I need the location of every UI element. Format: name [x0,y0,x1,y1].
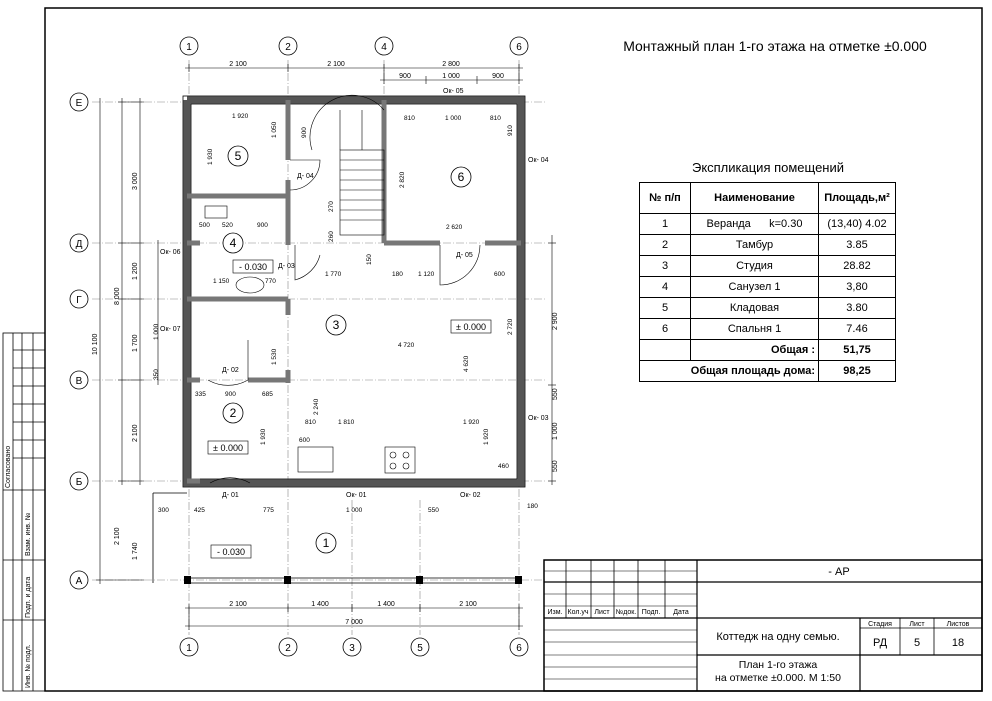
dim-bottom-4: 2 100 [459,601,477,608]
dim-top-5: 1 000 [442,73,460,80]
stamp-header-kol: Кол.уч [567,609,589,616]
axis-label-G: Г [76,295,82,306]
inner-dim: 1 050 [271,121,278,138]
row-name: Веранда k=0.30 [691,214,819,235]
stamp-stage: РД [872,637,888,649]
inner-dim: 150 [366,254,373,265]
total-row [640,340,896,361]
inner-dim: 900 [257,222,268,229]
row-area: 3,80 [819,277,896,298]
stamp-drawing-line: План 1-го этажа [738,659,818,671]
stamp-object: Коттедж на одну семью. [716,631,840,643]
side-label-agreed: Согласовано [5,445,12,488]
dim-right-2: 550 [552,388,559,400]
inner-dim: 550 [428,507,439,514]
room-number-3: 3 [332,318,340,332]
stamp-sheet: 5 [913,637,921,649]
dim-left-7: 10 100 [92,333,99,355]
table-row [640,256,896,277]
room-number-4: 4 [229,236,237,250]
stamp-header-izm: Изм. [547,609,563,616]
dim-left-4: 2 100 [132,424,139,442]
header-name: Наименование [691,183,819,214]
dim-right-3: 1 000 [552,422,559,440]
inner-dim: 350 [153,369,160,380]
axis-label-B: Б [75,477,83,488]
row-number: 1 [640,214,691,235]
axis-label-1-bottom: 1 [186,643,192,654]
side-label-sign: Подп. и дата [25,576,32,618]
level-tambour: ± 0.000 [213,443,243,453]
dim-top-6: 900 [492,73,504,80]
inner-dim: 2 620 [446,224,463,231]
stairs [310,95,384,235]
axis-label-1-top: 1 [186,42,192,53]
axis-label-2-bottom: 2 [285,643,291,654]
veranda-outline [153,493,521,583]
inner-dim: 685 [262,391,273,398]
row-area: 28.82 [819,256,896,277]
row-number: 4 [640,277,691,298]
row-number: 5 [640,298,691,319]
inner-dim: 300 [158,507,169,514]
row-area: 3.85 [819,235,896,256]
door-label-d05: Д- 05 [456,252,473,259]
table-row [640,319,896,340]
row-number: 6 [640,319,691,340]
inner-dim: 1 150 [213,278,230,285]
axis-bubbles-top [180,37,528,55]
inner-dim: 1 530 [271,348,278,365]
inner-dim: 900 [301,127,308,138]
inner-dim: 2 240 [313,398,320,415]
inner-dim: 500 [199,222,210,229]
row-name: Спальня 1 [691,319,819,340]
inner-dim: 1 930 [260,428,267,445]
window-label-ok03: Ок- 03 [528,415,549,422]
inner-dim: 1 920 [232,113,249,120]
inner-dim: 335 [195,391,206,398]
axis-label-3-bottom: 3 [349,643,355,654]
inner-dim: 520 [222,222,233,229]
dim-top-1: 2 100 [229,61,247,68]
row-number: 3 [640,256,691,277]
inner-dim: 810 [305,419,316,426]
dim-right-4: 550 [552,460,559,472]
inner-dim: 180 [527,503,538,510]
dim-top-3: 2 800 [442,61,460,68]
axis-label-4-top: 4 [381,42,387,53]
inner-dim: 1 000 [445,115,462,122]
inner-dim: 4 620 [463,355,470,372]
dim-bottom-2: 1 400 [311,601,329,608]
dim-left-2: 1 200 [132,262,139,280]
dim-lines-right [548,235,556,485]
dim-bottom-3: 1 400 [377,601,395,608]
inner-dim: 1 920 [483,428,490,445]
door-label-d02: Д- 02 [222,367,239,374]
window-label-ok01: Ок- 01 [346,492,367,499]
stamp-header-list: Лист [594,609,610,616]
stamp-header-podp: Подп. [641,609,661,616]
total-value: 51,75 [819,340,896,361]
inner-dim: 600 [299,437,310,444]
door-label-d01: Д- 01 [222,492,239,499]
room-number-1: 1 [322,536,330,550]
row-number: 2 [640,235,691,256]
axis-label-V: В [75,376,83,387]
inner-dim: 425 [194,507,205,514]
dim-bottom-total: 7 000 [345,619,363,626]
room-number-5: 5 [234,149,242,163]
side-stamp [3,333,45,691]
door-label-d04: Д- 04 [297,173,314,180]
inner-dim: 1 000 [346,507,363,514]
window-label-ok02: Ок- 02 [460,492,481,499]
dim-left-5: 2 100 [114,527,121,545]
inner-dim: 1 930 [207,148,214,165]
table-row [640,277,896,298]
row-area: 7.46 [819,319,896,340]
inner-dim: 260 [328,231,335,242]
inner-dim: 810 [490,115,501,122]
window-label-ok07: Ок- 07 [160,326,181,333]
inner-dim: 775 [263,507,274,514]
header-number: № п/п [640,183,691,214]
dim-left-6: 8 000 [114,287,121,305]
inner-dim: 910 [507,125,514,136]
stamp-header-date: Дата [673,609,689,616]
axis-label-6-bottom: 6 [516,643,522,654]
house-total-value: 98,25 [819,361,896,382]
house-total-row [640,361,896,382]
window-label-ok04: Ок- 04 [528,157,549,164]
row-area: (13,40) 4.02 [819,214,896,235]
door-label-d03: Д- 03 [278,263,295,270]
row-area: 3.80 [819,298,896,319]
inner-dim: 4 720 [398,342,415,349]
inner-dim: 770 [265,278,276,285]
axis-label-E: Е [75,98,83,109]
row-name: Санузел 1 [691,277,819,298]
axis-label-2-top: 2 [285,42,291,53]
level-bathroom: - 0.030 [238,262,268,272]
room-number-6: 6 [457,170,465,184]
stamp-drawing-line: на отметке ±0.000. М 1:50 [715,672,841,684]
inner-dim: 1 000 [153,323,160,340]
level-studio: ± 0.000 [456,322,486,332]
explication-table [639,182,896,382]
total-label: Общая : [691,340,819,361]
total-empty-cell [640,340,691,361]
stamp-sheet-label: Лист [909,621,925,628]
window-label-ok05: Ок- 05 [443,88,464,95]
inner-dim: 2 720 [507,318,514,335]
row-name: Студия [691,256,819,277]
dim-left-3: 1 700 [132,334,139,352]
side-label-inv: Инв. № подл. [25,644,32,688]
row-name: Тамбур [691,235,819,256]
dim-top-4: 900 [399,73,411,80]
inner-dim: 600 [494,271,505,278]
stamp-drawing-name [715,659,841,684]
stamp-sheets-label: Листов [946,621,970,628]
window-label-ok06: Ок- 06 [160,249,181,256]
inner-dim: 1 810 [338,419,355,426]
table-row [640,235,896,256]
inner-dim: 1 770 [325,271,342,278]
dim-bottom-1: 2 100 [229,601,247,608]
room-number-2: 2 [229,406,237,420]
side-label-replace: Взам. инв. № [25,512,32,556]
axis-label-5-bottom: 5 [417,643,423,654]
inner-dim: 1 120 [418,271,435,278]
dim-right-1: 2 900 [552,312,559,330]
stamp-header-ndok: №док. [615,609,637,616]
header-area: Площадь,м² [819,183,896,214]
stamp-code: - АР [828,566,850,578]
dim-left-8: 1 740 [132,542,139,560]
inner-dim: 180 [392,271,403,278]
house-total-label: Общая площадь дома: [640,361,819,382]
drawing-title: Монтажный план 1-го этажа на отметке ±0.000 [623,38,927,54]
inner-dim: 460 [498,463,509,470]
dim-top-2: 2 100 [327,61,345,68]
axis-label-A: А [75,576,83,587]
explication-title: Экспликация помещений [691,160,845,175]
stamp-sheets: 18 [951,637,965,649]
dim-left-1: 3 000 [132,172,139,190]
table-row [640,298,896,319]
stamp-stage-label: Стадия [868,621,892,628]
axis-bubbles-left [70,93,88,589]
table-header-row [640,183,896,214]
inner-dim: 2 820 [399,171,406,188]
level-veranda: - 0.030 [216,547,246,557]
axis-label-D: Д [75,239,83,250]
inner-dim: 270 [328,201,335,212]
axis-label-6-top: 6 [516,42,522,53]
dim-lines-left [96,98,158,584]
table-row [640,214,896,235]
row-name: Кладовая [691,298,819,319]
inner-dim: 810 [404,115,415,122]
inner-dim: 1 920 [463,419,480,426]
inner-dim: 900 [225,391,236,398]
